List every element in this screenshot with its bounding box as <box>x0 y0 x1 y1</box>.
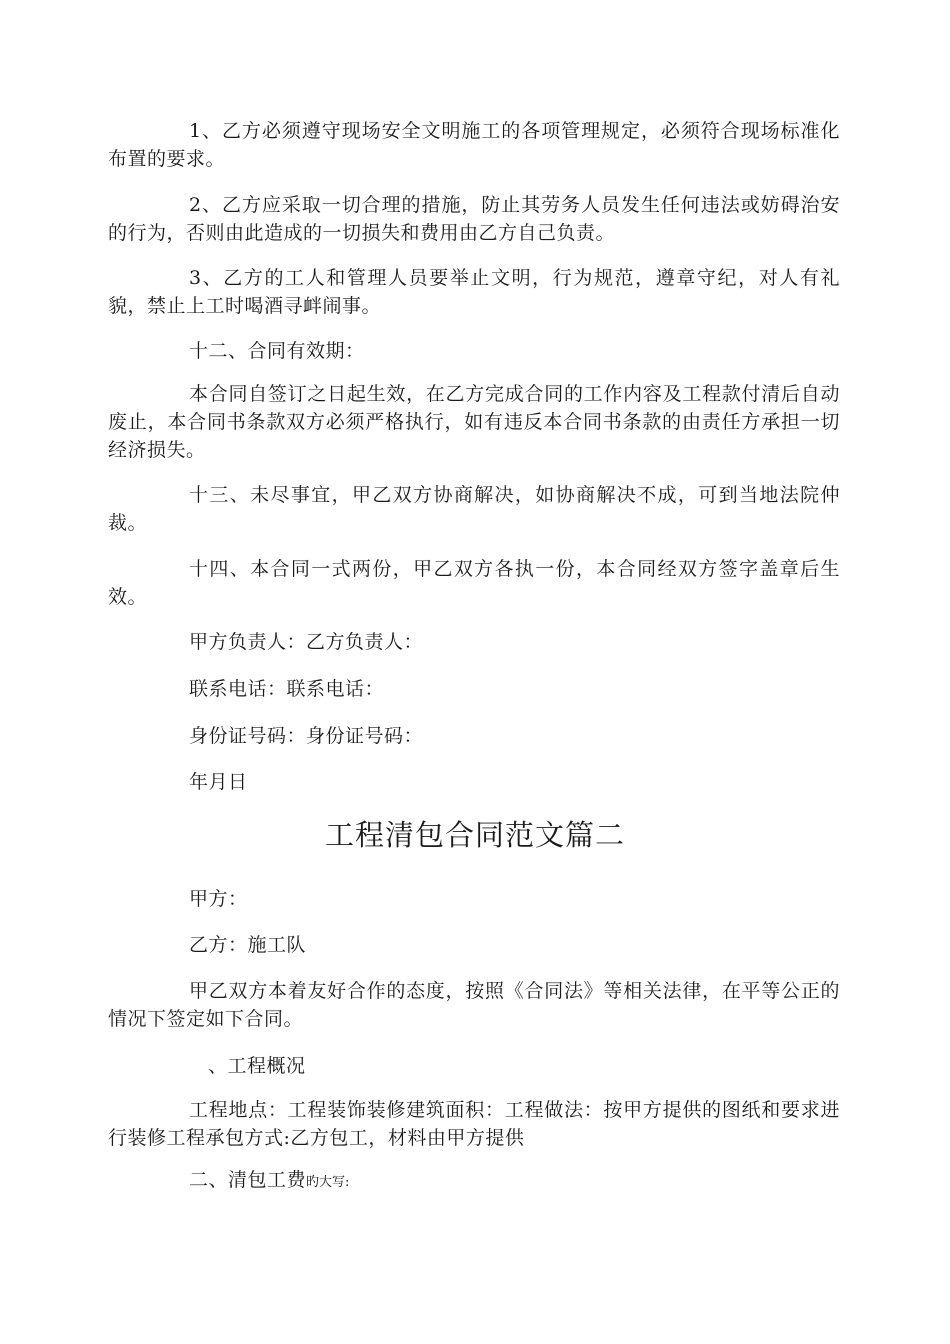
clause-2: 2、乙方应采取一切合理的措施，防止其劳务人员发生任何违法或妨碍治安的行为，否则由此造成的一切损失和费用由乙方自己负责。 <box>108 194 840 244</box>
signatory-line: 甲方负责人：乙方负责人： <box>189 631 424 653</box>
party-a-line: 甲方： <box>189 888 248 910</box>
labor-fee-label: 二、清包工费 <box>189 1169 307 1191</box>
clause-1: 1、乙方必须遵守现场安全文明施工的各项管理规定，必须符合现场标准化布置的要求。 <box>108 120 840 170</box>
labor-fee-line <box>108 1166 840 1197</box>
id-number-line: 身份证号码：身份证号码： <box>189 725 424 747</box>
project-details-text: 工程地点：工程装饰装修建筑面积：工程做法：按甲方提供的图纸和要求进行装修工程承包方式:乙方包工，材料由甲方提供 <box>108 1099 840 1149</box>
party-b-line: 乙方：施工队 <box>189 934 307 956</box>
clause-3: 3、乙方的工人和管理人员要举止文明，行为规范，遵章守纪，对人有礼貌，禁止上工时喝酒寻衅闹事。 <box>108 267 840 317</box>
project-overview-heading: 、工程概况 <box>208 1055 306 1077</box>
clause-14: 十四、本合同一式两份，甲乙双方各执一份，本合同经双方签字盖章后生效。 <box>108 558 840 608</box>
preamble-text: 甲乙双方本着友好合作的态度，按照《合同法》等相关法律，在平等公正的情况下签定如下合同。 <box>108 980 840 1030</box>
validity-text: 本合同自签订之日起生效，在乙方完成合同的工作内容及工程款付清后自动废止，本合同书条款双方必须严格执行，如有违反本合同书条款的由责任方承担一切经济损失。 <box>108 383 840 461</box>
phone-line: 联系电话：联系电话： <box>189 678 385 700</box>
date-line: 年月日 <box>189 771 248 793</box>
clause-13: 十三、未尽事宜，甲乙双方协商解决，如协商解决不成，可到当地法院仲裁。 <box>108 484 840 534</box>
section-heading-validity: 十二、合同有效期： <box>189 340 365 362</box>
document-title: 工程清包合同范文篇二 <box>324 818 625 852</box>
labor-fee-suffix: 旳大写: <box>306 1175 350 1190</box>
